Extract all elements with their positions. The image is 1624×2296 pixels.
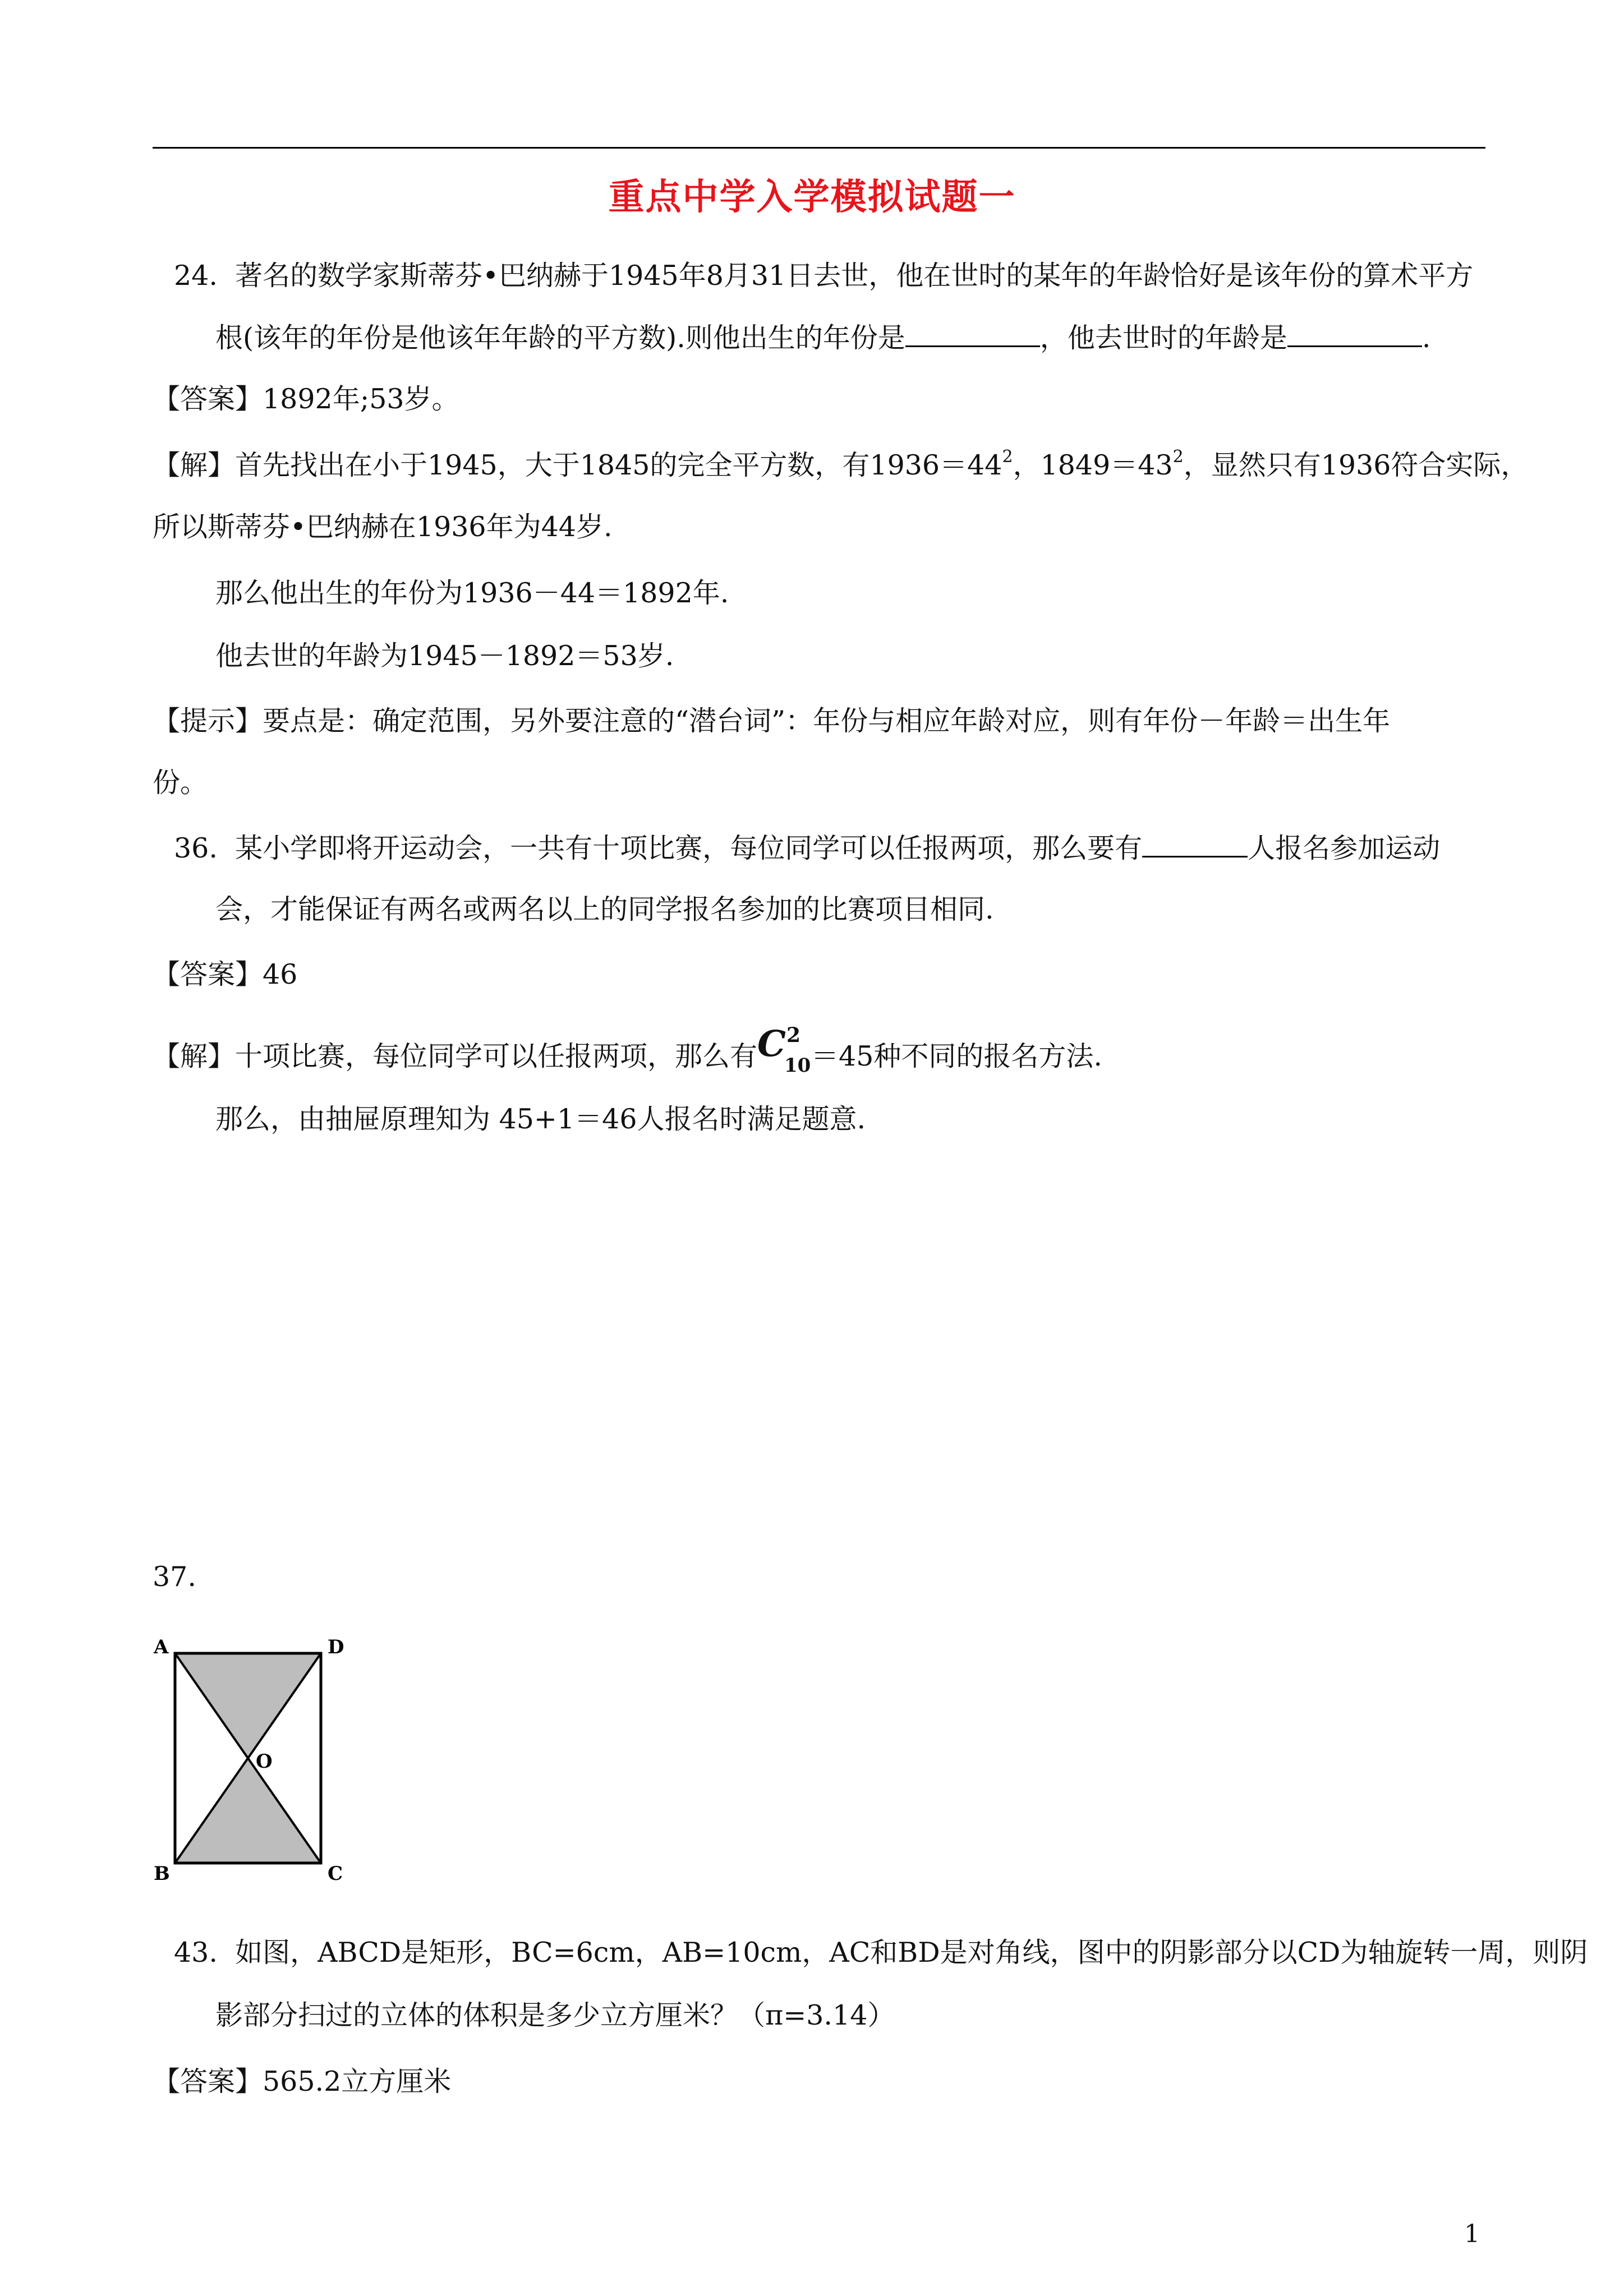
q24-solution-line2: 所以斯蒂芬•巴纳赫在1936年为44岁. [153, 511, 613, 543]
q24-number: 24. [174, 260, 218, 292]
q43-line2: 影部分扫过的立体的体积是多少立方厘米？（π=3.14） [215, 1999, 895, 2031]
q24-answer: 【答案】1892年;53岁。 [153, 383, 459, 415]
q43-answer: 【答案】565.2立方厘米 [153, 2066, 452, 2097]
q36-line1: 36. 某小学即将开运动会，一共有十项比赛，每位同学可以任报两项，那么要有 人报名参加运动 [174, 832, 1441, 864]
header-rule [153, 147, 1485, 149]
q24-hint-line1: 【提示】要点是：确定范围，另外要注意的“潜台词”：年份与相应年龄对应，则有年份－年龄＝出生年 [153, 705, 1391, 737]
q36-solution-line2: 那么，由抽屉原理知为 45+1＝46人报名时满足题意. [215, 1103, 866, 1135]
q24-hint-line2: 份。 [153, 767, 208, 799]
q36-solution-line1: 【解】十项比赛，每位同学可以任报两项，那么有 C 2 10 ＝45种不同的报名方法. [153, 1023, 1102, 1077]
q24-solution-line1: 【解】首先找出在小于1945，大于1845的完全平方数，有$1936=44^2$，$1849=43^2$，显然只有1936符合实际， [153, 447, 1529, 481]
label-b: B [154, 1862, 170, 1885]
q24-line1: 24. 著名的数学家斯蒂芬•巴纳赫于1945年8月31日去世，他在世时的某年的年龄恰好是该年份的算术平方 [174, 260, 1474, 292]
shaded-triangle-top [175, 1653, 321, 1760]
answer-blank [1287, 321, 1422, 347]
q37-number: 37. [153, 1561, 196, 1593]
q43-number: 43. [174, 1937, 218, 1968]
answer-blank [1142, 831, 1248, 857]
combination-formula: C 2 10 [757, 1023, 811, 1077]
q36-answer: 【答案】46 [153, 958, 298, 990]
q43-line1: 43. 如图，ABCD是矩形，BC=6cm，AB=10cm，AC和BD是对角线，图中的阴影部分以CD为轴旋转一周，则阴 [174, 1937, 1588, 1968]
page-number: 1 [1464, 2220, 1480, 2248]
q36-number: 36. [174, 832, 218, 864]
label-d: D [328, 1636, 344, 1658]
q24-solution-line3: 那么他出生的年份为1936－44＝1892年. [215, 577, 729, 609]
q36-line2: 会，才能保证有两名或两名以上的同学报名参加的比赛项目相同. [215, 893, 994, 925]
label-o: O [256, 1750, 273, 1773]
q24-solution-line4: 他去世的年龄为1945－1892＝53岁. [215, 640, 674, 672]
answer-blank [905, 321, 1040, 347]
q24-line2: 根(该年的年份是他该年年龄的平方数).则他出生的年份是 ，他去世时的年龄是 . [215, 322, 1431, 354]
rectangle-diagram [153, 1633, 349, 1891]
shaded-triangle-bottom [175, 1760, 321, 1863]
label-c: C [328, 1862, 343, 1885]
page-title: 重点中学入学模拟试题一 [608, 176, 1016, 218]
label-a: A [154, 1636, 169, 1658]
